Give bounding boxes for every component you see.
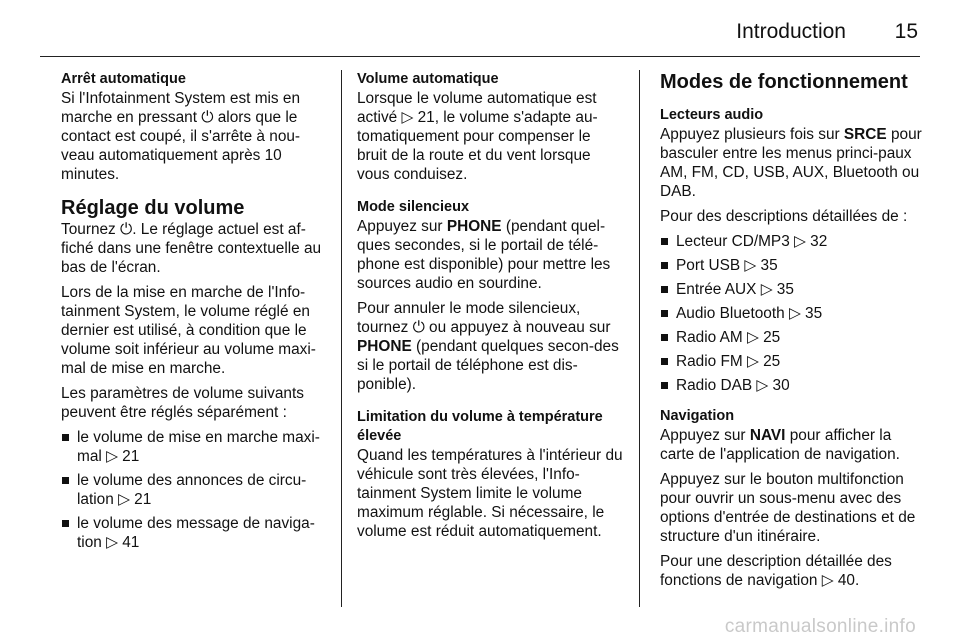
paragraph <box>660 125 922 201</box>
list-item: Entrée AUX ▷ 35 <box>660 280 922 299</box>
section-title: Modes de fonctionnement <box>660 71 908 93</box>
section-heading: Limitation du volume à température élevée <box>357 409 603 444</box>
list-item: le volume des message de naviga-tion ▷ 41 <box>61 514 323 552</box>
column-divider-2 <box>639 70 640 607</box>
header-divider <box>40 56 920 57</box>
text-run: Appuyez sur <box>357 218 447 235</box>
section-heading: Navigation <box>660 408 735 424</box>
section-audio-players <box>660 106 922 395</box>
text-run: (pendant quelques secon-des si le portail de téléphone est dis-ponible). <box>357 338 619 393</box>
section-volume <box>61 196 323 552</box>
section-title: Réglage du volume <box>61 197 245 219</box>
paragraph <box>357 217 623 293</box>
watermark: carmanualsonline.info <box>724 616 916 637</box>
section-heading: Lecteurs audio <box>660 107 764 123</box>
paragraph: Lorsque le volume automatique est activé ▷ 21, le volume s'adapte au-tomatiquement pour compenser le bruit de la route et du vent lorsque vous conduisez. <box>357 90 598 183</box>
section-auto-volume <box>357 70 623 184</box>
paragraph: Pour une description détaillée des fonctions de navigation ▷ 40. <box>660 553 892 589</box>
page-header <box>40 20 920 44</box>
list-item: Radio FM ▷ 25 <box>660 352 922 371</box>
paragraph: Les paramètres de volume suivants peuvent être réglés séparément : <box>61 385 304 421</box>
list-item: Lecteur CD/MP3 ▷ 32 <box>660 232 922 251</box>
page-number: 15 <box>894 20 918 43</box>
list-item: Audio Bluetooth ▷ 35 <box>660 304 922 323</box>
text-run: (pendant quel-ques secondes, si le portail de télé-phone est disponible) pour mettre les sources audio en sourdine. <box>357 218 611 292</box>
list-item: Port USB ▷ 35 <box>660 256 922 275</box>
page-title: Introduction <box>736 20 846 43</box>
paragraph: Si l'Infotainment System est mis en marche en pressant ⏻ alors que le contact est coupé, il s'arrête à nou-veau automatiquement après 10 minutes. <box>61 90 301 183</box>
text-run: Appuyez sur <box>660 427 750 444</box>
text-run: Appuyez plusieurs fois sur <box>660 126 844 143</box>
bullet-list <box>660 232 922 395</box>
key-label-phone: PHONE <box>446 218 502 235</box>
text-run: pour basculer entre les menus princi-paux AM, FM, CD, USB, AUX, Bluetooth ou DAB. <box>660 126 922 200</box>
list-item: le volume de mise en marche maxi-mal ▷ 21 <box>61 428 323 466</box>
section-mute <box>357 198 623 394</box>
key-label-navi: NAVI <box>749 427 786 444</box>
text-run: pour afficher la carte de l'application de navigation. <box>660 427 900 463</box>
list-item: le volume des annonces de circu-lation ▷ 21 <box>61 471 323 509</box>
key-label-srce: SRCE <box>843 126 887 143</box>
section-auto-off <box>61 70 323 184</box>
section-navigation <box>660 407 922 590</box>
text-run: Pour annuler le mode silencieux, tournez ⏻ ou appuyez à nouveau sur <box>357 300 611 336</box>
list-item: Radio DAB ▷ 30 <box>660 376 922 395</box>
column-2 <box>357 70 623 552</box>
section-heading: Arrêt automatique <box>61 71 186 87</box>
column-divider-1 <box>341 70 342 607</box>
column-1 <box>61 70 323 558</box>
section-heading: Mode silencieux <box>357 199 470 215</box>
paragraph: Quand les températures à l'intérieur du véhicule sont très élevées, l'Info-tainment System limite le volume maximum réglable. Si nécessaire, le volume est réduit automatiquement. <box>357 447 623 540</box>
paragraph <box>660 426 922 464</box>
bullet-list <box>61 428 323 552</box>
paragraph: Appuyez sur le bouton multifonction pour ouvrir un sous-menu avec des options d'entrée de destinations et de structure d'un itinéraire. <box>660 471 916 545</box>
column-3 <box>660 70 922 596</box>
paragraph <box>357 299 623 394</box>
section-heading: Volume automatique <box>357 71 499 87</box>
paragraph: Lors de la mise en marche de l'Info-tainment System, le volume réglé en dernier est utilisé, à condition que le volume soit inférieur au volume maxi-mal de mise en marche. <box>61 284 316 377</box>
paragraph: Tournez ⏻. Le réglage actuel est af-fiché dans une fenêtre contextuelle au bas de l'écran. <box>61 221 322 276</box>
list-item: Radio AM ▷ 25 <box>660 328 922 347</box>
key-label-phone: PHONE <box>357 338 412 355</box>
paragraph: Pour des descriptions détaillées de : <box>660 208 908 225</box>
section-temp-limit <box>357 408 623 541</box>
